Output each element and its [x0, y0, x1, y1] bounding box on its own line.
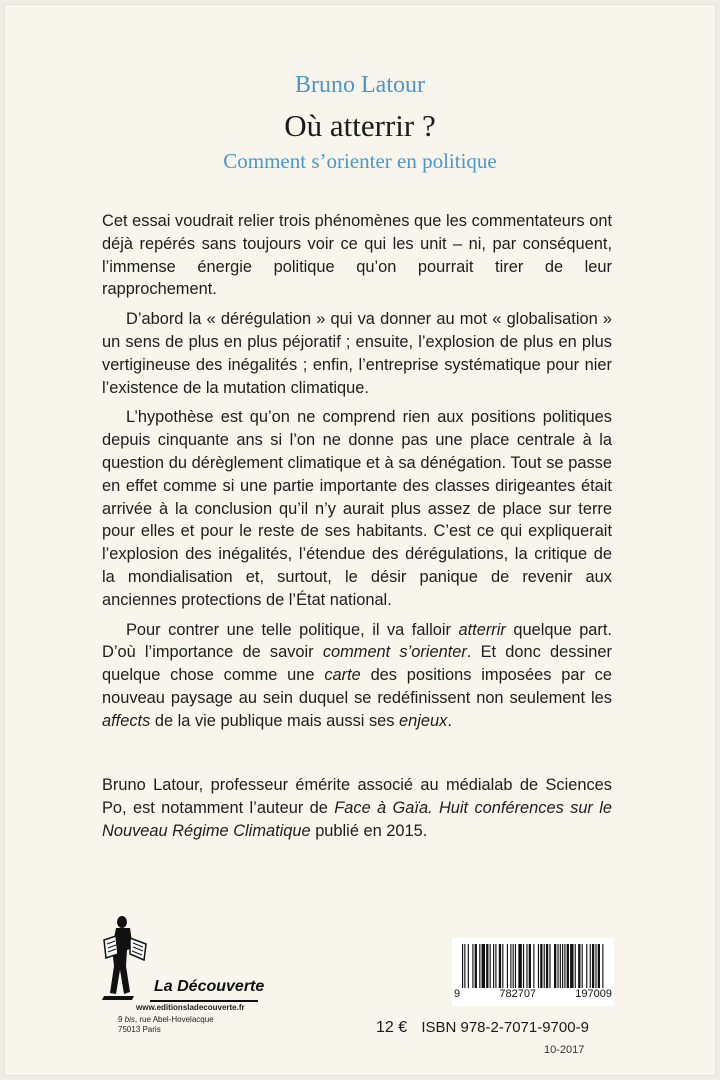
bio-text-run: Bruno Latour, professeur émérite associé au médialab de Sciences Po, est notamment l’auteur de	[102, 776, 612, 817]
blurb-emphasis: enjeux	[399, 711, 448, 730]
address-line-2: 75013 Paris	[118, 1025, 161, 1034]
book-back-cover	[4, 4, 716, 1076]
blurb-text-run: des positions imposées par ce nouveau paysage au sein duquel se redéfinissent non seulement les	[102, 666, 612, 707]
barcode-digit-group: 197009	[575, 988, 612, 1000]
publisher-website: www.editionsladecouverte.fr	[136, 1003, 245, 1012]
blurb-paragraph-1: Cet essai voudrait relier trois phénomènes que les commentateurs ont déjà repérés sans toujours voir ce qui les unit – ni, par conséquent, l’immense énergie politique qu’on pourrait tirer de leur rapprochement.	[102, 212, 612, 299]
isbn: ISBN 978-2-7071-9700-9	[421, 1019, 589, 1036]
price-isbn-line	[376, 1019, 589, 1037]
barcode-digit-group: 782707	[499, 988, 537, 1000]
address-bis: bis	[124, 1015, 135, 1024]
barcode-digits	[454, 988, 612, 1000]
blurb-paragraph-3: L’hypothèse est qu’on ne comprend rien aux positions politiques depuis cinquante ans si l’on ne donne pas une place centrale à la question du dérèglement climatique et à sa dénégation. Tout se passe en effet comme si une partie importante des classes dirigeantes était arrivée à la conclusion qu’il n’y aurait plus assez de place sur terre pour elles et pour le reste de ses habitants. C’est ce qui expliquerait l’explosion des inégalités, l’étendue des dérégulations, la critique de la mondialisation et, surtout, le désir panique de revenir aux anciennes protections de l’État national.	[102, 408, 612, 609]
barcode-digit-group: 9	[454, 988, 461, 1000]
book-title: Où atterrir ?	[284, 108, 436, 143]
author-bio-paragraph	[102, 774, 612, 842]
bio-book-title: Face à Gaïa. Huit conférences sur le Nouveau Régime Climatique	[102, 798, 613, 840]
blurb-emphasis: affects	[102, 711, 151, 730]
author-name: Bruno Latour	[295, 72, 425, 98]
barcode-bars-icon	[460, 944, 606, 988]
publisher-rule	[150, 1000, 258, 1002]
barcode	[452, 938, 614, 1006]
publisher-block	[100, 914, 270, 1034]
blurb-emphasis: carte	[324, 666, 361, 685]
author-bio	[102, 774, 612, 842]
blurb-text-run: .	[447, 711, 452, 730]
blurb-text-run: de la vie publique mais aussi ses	[150, 711, 400, 730]
blurb-text-run: quelque part. D’où l’importance de savoir	[102, 620, 612, 662]
bio-text-run: publié en 2015.	[310, 821, 428, 840]
price: 12 €	[376, 1019, 408, 1036]
blurb-paragraph-2: D’abord la « dérégulation » qui va donner au mot « globalisation » un sens de plus en plus péjoratif ; ensuite, l’explosion de plus en plus vertigineuse des inégalités ; enfin, l’entreprise systématique pour nier l’existence de la mutation climatique.	[102, 310, 612, 397]
blurb-emphasis: atterrir	[458, 620, 506, 639]
book-subtitle: Comment s’orienter en politique	[223, 149, 497, 173]
blurb-text-run: . Et donc dessiner quelque chose comme une	[102, 643, 612, 685]
publisher-name: La Découverte	[154, 978, 265, 995]
blurb-paragraph-4	[102, 619, 612, 733]
blurb-emphasis: comment s’orienter	[322, 643, 467, 662]
address-number: 9	[118, 1015, 125, 1024]
publisher-logo-figure-icon	[100, 914, 160, 1004]
publisher-address	[118, 1015, 214, 1035]
address-street: , rue Abel-Hovelacque	[134, 1015, 214, 1024]
print-date: 10-2017	[544, 1044, 585, 1056]
blurb-text-run: Pour contrer une telle politique, il va falloir	[126, 620, 459, 639]
blurb-text	[102, 210, 612, 733]
address-line-1	[118, 1015, 214, 1025]
